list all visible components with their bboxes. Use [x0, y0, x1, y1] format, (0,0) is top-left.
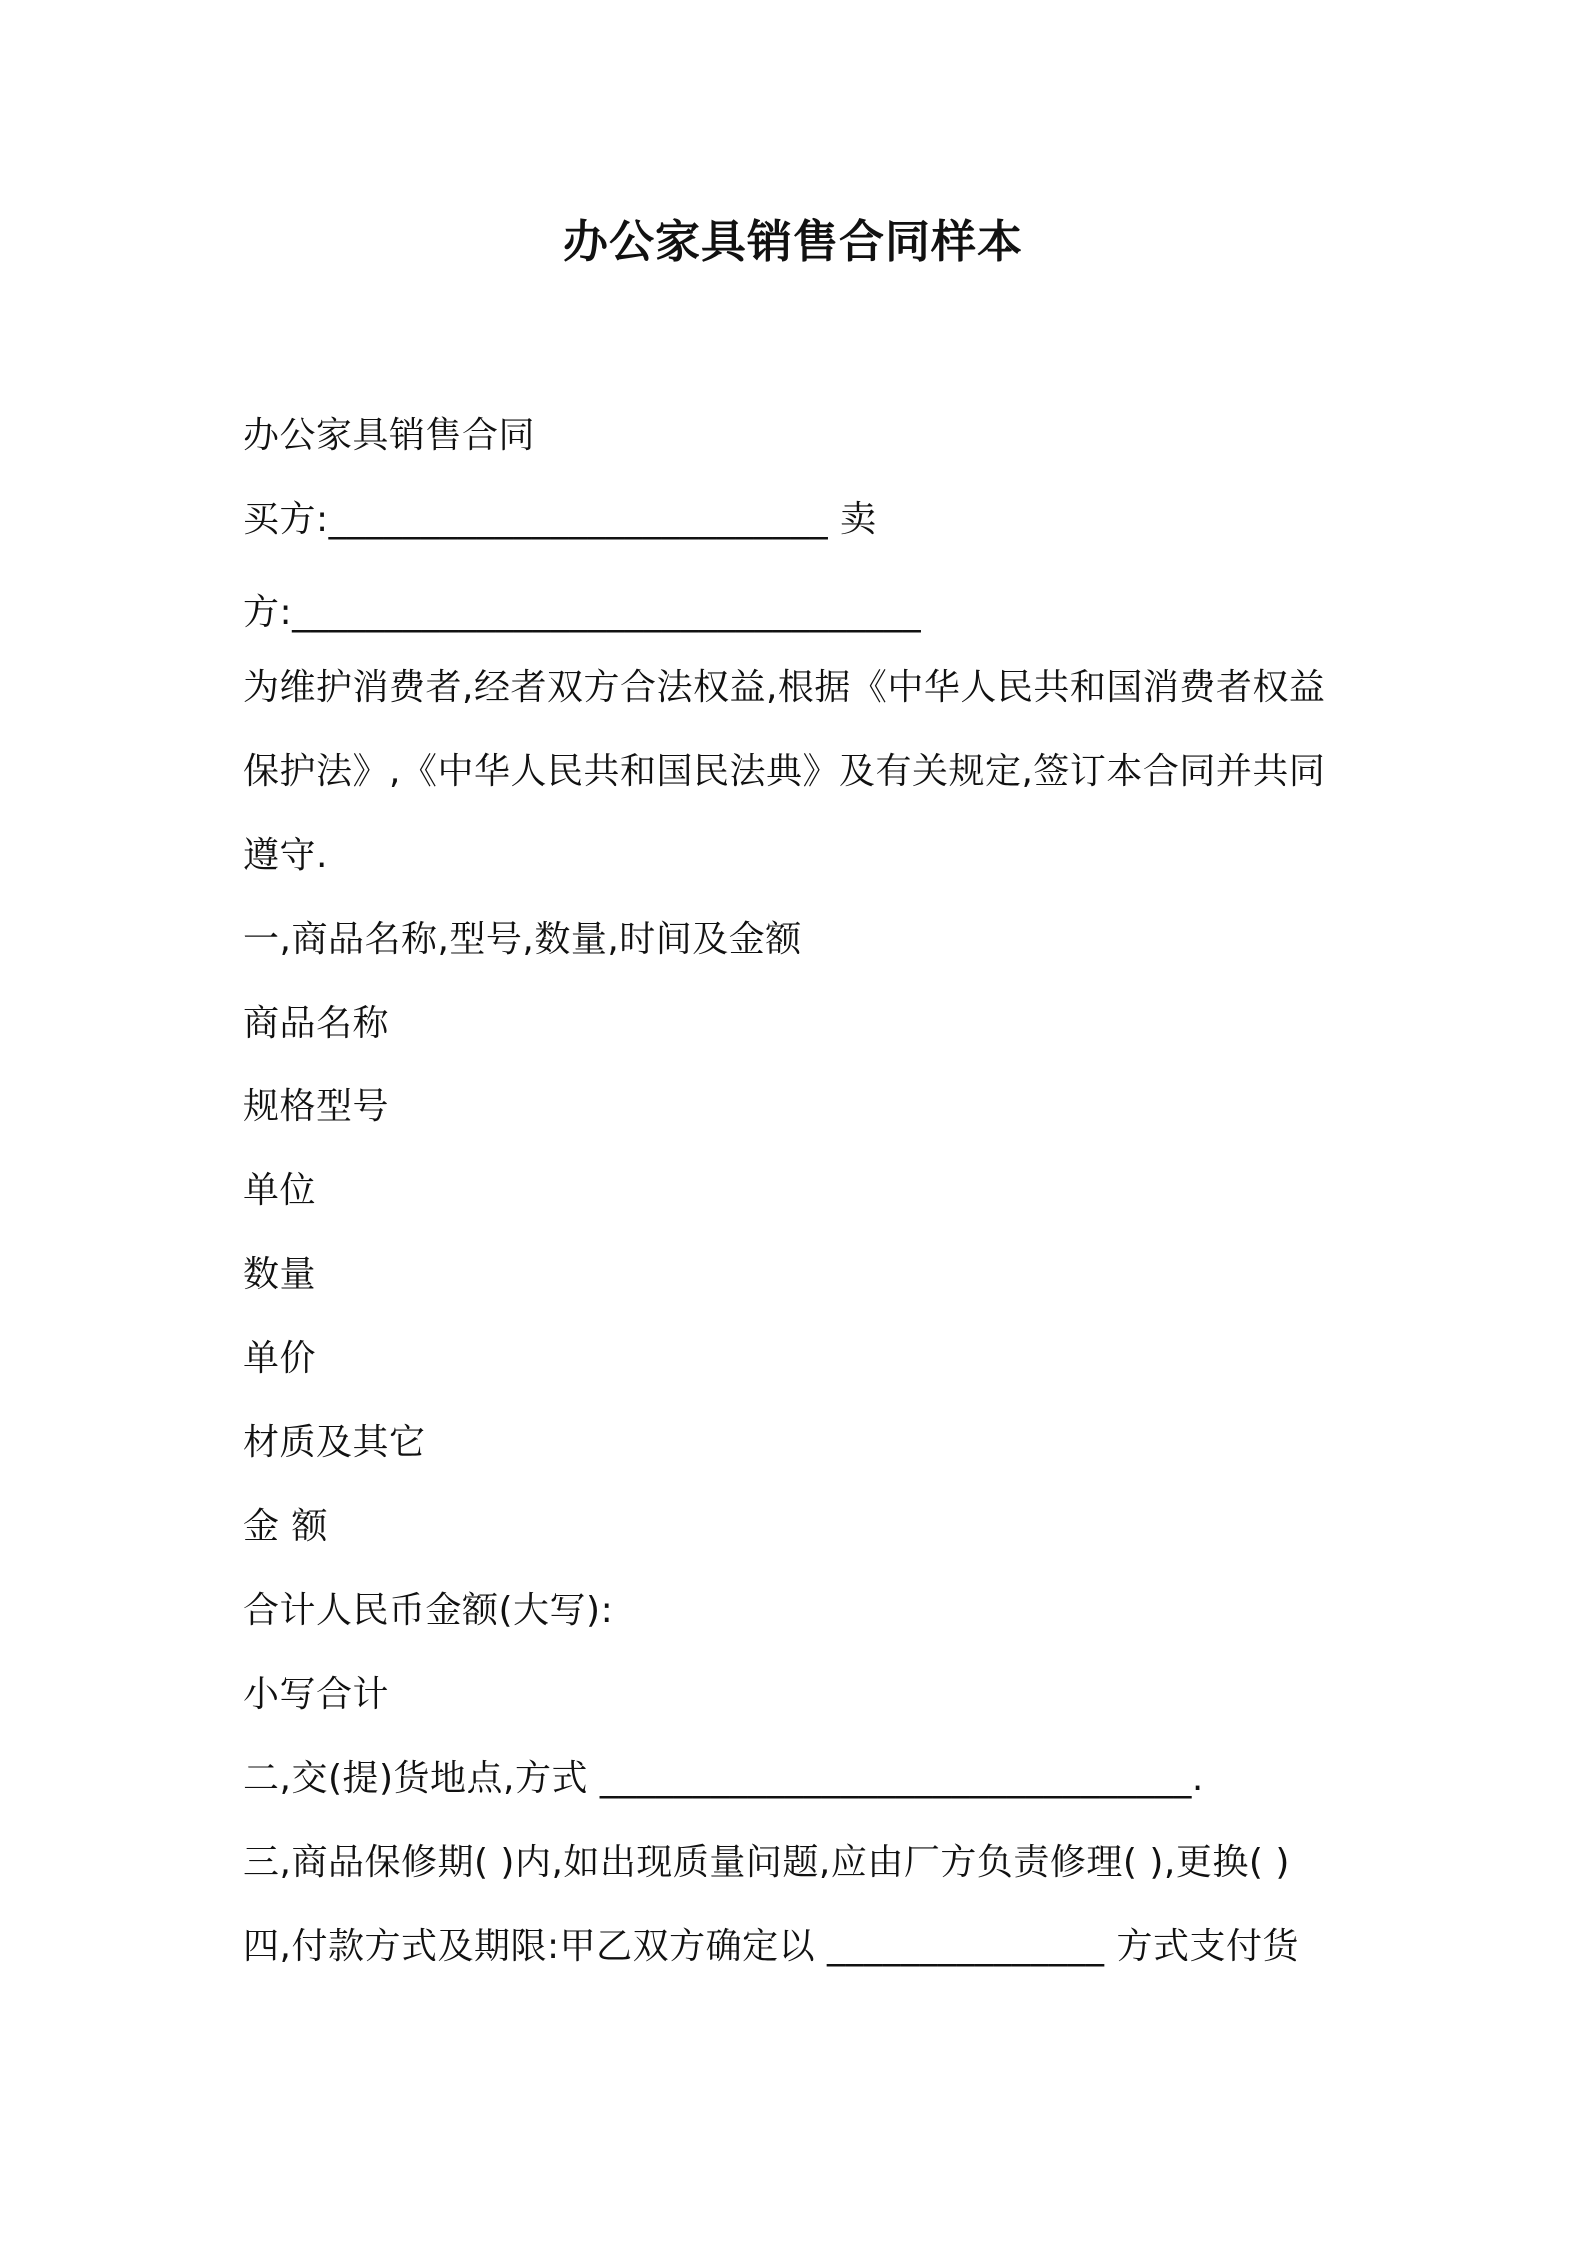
field-amount: 金 额: [243, 1506, 328, 1547]
buyer-line: 买方:___________________________ 卖: [243, 499, 877, 540]
section-2-delivery: 二,交(提)货地点,方式 ________________________________.: [243, 1758, 1204, 1799]
field-unit-price: 单价: [243, 1338, 317, 1379]
document-title: 办公家具销售合同样本: [562, 215, 1023, 268]
field-quantity: 数量: [243, 1254, 317, 1295]
field-model: 规格型号: [243, 1086, 390, 1127]
field-total-uppercase: 合计人民币金额(大写):: [243, 1590, 614, 1631]
field-total-lowercase: 小写合计: [243, 1674, 390, 1715]
seller-line: 方:__________________________________: [243, 592, 922, 633]
field-unit: 单位: [243, 1170, 317, 1211]
preamble-line-1: 为维护消费者,经者双方合法权益,根据《中华人民共和国消费者权益: [243, 667, 1326, 708]
section-3-warranty: 三,商品保修期( )内,如出现质量问题,应由厂方负责修理( ),更换( ): [243, 1842, 1290, 1883]
contract-heading: 办公家具销售合同: [243, 415, 536, 456]
section-4-payment: 四,付款方式及期限:甲乙双方确定以 _______________ 方式支付货: [243, 1926, 1299, 1967]
section-1-heading: 一,商品名称,型号,数量,时间及金额: [243, 919, 802, 960]
preamble-line-2: 保护法》,《中华人民共和国民法典》及有关规定,签订本合同并共同: [243, 751, 1326, 792]
field-material: 材质及其它: [243, 1422, 426, 1463]
field-product-name: 商品名称: [243, 1003, 390, 1044]
preamble-line-3: 遵守.: [243, 835, 328, 876]
